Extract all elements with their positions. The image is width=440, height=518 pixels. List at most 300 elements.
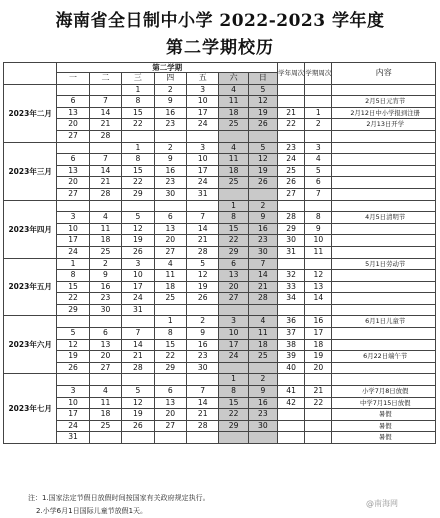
- date-cell: [154, 432, 186, 444]
- date-cell: 22: [219, 235, 248, 247]
- date-cell: 25: [154, 293, 186, 305]
- date-cell: 13: [57, 165, 89, 177]
- month-label: 2023年四月: [4, 200, 57, 258]
- date-cell: 18: [219, 107, 248, 119]
- date-cell: 14: [89, 107, 121, 119]
- school-week-cell: [278, 258, 305, 270]
- term-week-cell: [305, 432, 332, 444]
- content-cell: 2月13日开学: [332, 119, 436, 131]
- date-cell: 8: [219, 386, 248, 398]
- week-row: [4, 119, 436, 131]
- date-cell: [57, 142, 89, 154]
- week-row: [4, 154, 436, 166]
- date-cell: 28: [248, 293, 277, 305]
- week-row: [4, 351, 436, 363]
- weekday-header: 二: [89, 73, 121, 85]
- month-label: 2023年三月: [4, 142, 57, 200]
- date-cell: 20: [154, 235, 186, 247]
- date-cell: 22: [122, 119, 154, 131]
- school-week-cell: 27: [278, 188, 305, 200]
- date-cell: 29: [57, 304, 89, 316]
- date-cell: 5: [248, 84, 277, 96]
- content-cell: [332, 362, 436, 374]
- week-row: [4, 409, 436, 421]
- date-cell: 13: [154, 223, 186, 235]
- date-cell: [122, 432, 154, 444]
- week-row: [4, 246, 436, 258]
- date-cell: 13: [89, 339, 121, 351]
- note-1: 注：1.国家法定节假日放假时间按国家有关政府规定执行。: [28, 494, 210, 502]
- week-row: [4, 165, 436, 177]
- term-week-cell: [305, 420, 332, 432]
- date-cell: [248, 188, 277, 200]
- school-week-cell: [278, 304, 305, 316]
- date-cell: 10: [187, 154, 219, 166]
- term-week-cell: 20: [305, 362, 332, 374]
- date-cell: 13: [154, 397, 186, 409]
- date-cell: 17: [57, 409, 89, 421]
- term-week-cell: [305, 374, 332, 386]
- date-cell: 8: [57, 270, 89, 282]
- date-cell: 17: [219, 339, 248, 351]
- school-week-cell: [278, 432, 305, 444]
- date-cell: [89, 432, 121, 444]
- school-week-cell: 22: [278, 119, 305, 131]
- school-week-cell: 31: [278, 246, 305, 258]
- date-cell: 6: [57, 96, 89, 108]
- date-cell: 20: [154, 409, 186, 421]
- date-cell: [89, 374, 121, 386]
- date-cell: 7: [89, 96, 121, 108]
- date-cell: 2: [248, 200, 277, 212]
- content-cell: [332, 84, 436, 96]
- date-cell: 18: [154, 281, 186, 293]
- date-cell: 9: [248, 212, 277, 224]
- term-week-cell: 16: [305, 316, 332, 328]
- date-cell: 28: [187, 420, 219, 432]
- date-cell: 19: [248, 165, 277, 177]
- date-cell: [154, 130, 186, 142]
- school-week-cell: 36: [278, 316, 305, 328]
- date-cell: 14: [122, 339, 154, 351]
- date-cell: 22: [154, 351, 186, 363]
- content-cell: [332, 235, 436, 247]
- school-week-cell: 39: [278, 351, 305, 363]
- date-cell: 6: [89, 328, 121, 340]
- date-cell: 24: [187, 177, 219, 189]
- term-week-cell: 9: [305, 223, 332, 235]
- school-week-cell: 42: [278, 397, 305, 409]
- date-cell: [219, 188, 248, 200]
- school-week-cell: [278, 96, 305, 108]
- week-row: [4, 432, 436, 444]
- weekday-header: 四: [154, 73, 186, 85]
- date-cell: 26: [248, 177, 277, 189]
- date-cell: 9: [154, 96, 186, 108]
- term-week-cell: [305, 304, 332, 316]
- content-cell: [332, 200, 436, 212]
- title-line-2: 第二学期校历: [166, 38, 274, 58]
- date-cell: 17: [122, 281, 154, 293]
- watermark: @南海网: [366, 499, 398, 508]
- date-cell: 2: [154, 84, 186, 96]
- date-cell: 25: [89, 420, 121, 432]
- date-cell: 14: [89, 165, 121, 177]
- date-cell: 4: [219, 84, 248, 96]
- date-cell: [122, 316, 154, 328]
- month-label: 2023年六月: [4, 316, 57, 374]
- date-cell: 16: [187, 339, 219, 351]
- date-cell: 21: [122, 351, 154, 363]
- date-cell: 11: [248, 328, 277, 340]
- date-cell: 11: [219, 154, 248, 166]
- school-week-cell: 34: [278, 293, 305, 305]
- week-row: [4, 316, 436, 328]
- date-cell: [57, 84, 89, 96]
- school-week-cell: [278, 130, 305, 142]
- content-cell: 6月22日端午节: [332, 351, 436, 363]
- date-cell: 9: [187, 328, 219, 340]
- term-week-cell: [305, 96, 332, 108]
- date-cell: 14: [187, 397, 219, 409]
- date-cell: 29: [154, 362, 186, 374]
- date-cell: 16: [154, 107, 186, 119]
- school-week-cell: 38: [278, 339, 305, 351]
- date-cell: [154, 374, 186, 386]
- date-cell: 22: [219, 409, 248, 421]
- date-cell: 28: [89, 188, 121, 200]
- date-cell: 3: [187, 142, 219, 154]
- date-cell: 10: [57, 223, 89, 235]
- term-week-cell: 19: [305, 351, 332, 363]
- school-week-cell: 30: [278, 235, 305, 247]
- school-week-cell: [278, 420, 305, 432]
- date-cell: [219, 304, 248, 316]
- date-cell: 11: [89, 223, 121, 235]
- term-week-cell: 8: [305, 212, 332, 224]
- date-cell: [89, 142, 121, 154]
- date-cell: 18: [219, 165, 248, 177]
- date-cell: 4: [154, 258, 186, 270]
- week-row: [4, 281, 436, 293]
- date-cell: [187, 130, 219, 142]
- week-row: [4, 200, 436, 212]
- content-cell: 2月5日元宵节: [332, 96, 436, 108]
- school-week-cell: 21: [278, 107, 305, 119]
- date-cell: [187, 374, 219, 386]
- date-cell: [219, 362, 248, 374]
- week-row: [4, 339, 436, 351]
- title-line-1: 海南省全日制中小学 2022-2023 学年度: [55, 11, 385, 31]
- date-cell: [187, 432, 219, 444]
- term-week-cell: 17: [305, 328, 332, 340]
- content-cell: [332, 165, 436, 177]
- date-cell: 2: [89, 258, 121, 270]
- date-cell: 29: [219, 246, 248, 258]
- term-week-cell: 2: [305, 119, 332, 131]
- date-cell: [187, 200, 219, 212]
- content-cell: 5月1日劳动节: [332, 258, 436, 270]
- date-cell: 15: [154, 339, 186, 351]
- week-row: [4, 142, 436, 154]
- school-week-cell: 26: [278, 177, 305, 189]
- date-cell: [248, 130, 277, 142]
- date-cell: 8: [154, 328, 186, 340]
- school-week-cell: [278, 374, 305, 386]
- date-cell: 30: [248, 420, 277, 432]
- week-row: [4, 397, 436, 409]
- week-row: [4, 107, 436, 119]
- date-cell: 9: [89, 270, 121, 282]
- date-cell: [219, 130, 248, 142]
- term-week-cell: [305, 130, 332, 142]
- content-cell: 暑假: [332, 420, 436, 432]
- date-cell: 10: [187, 96, 219, 108]
- date-cell: 16: [154, 165, 186, 177]
- term-week-cell: [305, 409, 332, 421]
- date-cell: 10: [57, 397, 89, 409]
- content-cell: [332, 188, 436, 200]
- date-cell: 25: [219, 177, 248, 189]
- date-cell: 30: [89, 304, 121, 316]
- date-cell: 27: [57, 188, 89, 200]
- date-cell: 14: [187, 223, 219, 235]
- term-week-cell: [305, 84, 332, 96]
- date-cell: 31: [57, 432, 89, 444]
- date-cell: 12: [57, 339, 89, 351]
- school-week-cell: 41: [278, 386, 305, 398]
- date-cell: 11: [89, 397, 121, 409]
- date-cell: 31: [187, 188, 219, 200]
- date-cell: 19: [187, 281, 219, 293]
- date-cell: 3: [57, 212, 89, 224]
- content-cell: [332, 339, 436, 351]
- date-cell: 15: [219, 223, 248, 235]
- weekday-header: 五: [187, 73, 219, 85]
- date-cell: 1: [154, 316, 186, 328]
- date-cell: 8: [219, 212, 248, 224]
- date-cell: 17: [57, 235, 89, 247]
- month-label: 2023年二月: [4, 84, 57, 142]
- date-cell: [89, 200, 121, 212]
- date-cell: 5: [187, 258, 219, 270]
- date-cell: 2: [187, 316, 219, 328]
- date-cell: 24: [57, 420, 89, 432]
- date-cell: [57, 316, 89, 328]
- date-cell: 25: [248, 351, 277, 363]
- date-cell: 15: [219, 397, 248, 409]
- term-week-cell: 10: [305, 235, 332, 247]
- date-cell: 2: [154, 142, 186, 154]
- date-cell: 19: [122, 235, 154, 247]
- date-cell: 1: [57, 258, 89, 270]
- date-cell: 29: [122, 188, 154, 200]
- date-cell: 26: [187, 293, 219, 305]
- term-week-cell: 5: [305, 165, 332, 177]
- date-cell: 26: [57, 362, 89, 374]
- content-cell: 小学7月8日放假: [332, 386, 436, 398]
- date-cell: 5: [122, 212, 154, 224]
- date-cell: 23: [89, 293, 121, 305]
- content-cell: [332, 304, 436, 316]
- date-cell: 22: [122, 177, 154, 189]
- week-row: [4, 328, 436, 340]
- date-cell: 15: [122, 165, 154, 177]
- date-cell: 20: [57, 119, 89, 131]
- date-cell: 11: [154, 270, 186, 282]
- week-row: [4, 96, 436, 108]
- date-cell: 16: [248, 397, 277, 409]
- date-cell: 16: [89, 281, 121, 293]
- date-cell: [187, 304, 219, 316]
- date-cell: 14: [248, 270, 277, 282]
- school-week-cell: [278, 200, 305, 212]
- date-cell: 12: [248, 154, 277, 166]
- date-cell: 24: [219, 351, 248, 363]
- date-cell: 16: [248, 223, 277, 235]
- term-week-cell: 12: [305, 270, 332, 282]
- term-week-cell: 22: [305, 397, 332, 409]
- month-header: [4, 63, 57, 85]
- date-cell: [57, 200, 89, 212]
- content-cell: [332, 154, 436, 166]
- content-cell: [332, 293, 436, 305]
- date-cell: [248, 304, 277, 316]
- date-cell: 27: [154, 246, 186, 258]
- date-cell: 12: [122, 223, 154, 235]
- date-cell: 23: [154, 177, 186, 189]
- week-row: [4, 270, 436, 282]
- week-row: [4, 177, 436, 189]
- weekday-header: 日: [248, 73, 277, 85]
- week-row: [4, 258, 436, 270]
- date-cell: 4: [89, 386, 121, 398]
- content-cell: [332, 246, 436, 258]
- content-cell: 6月1日儿童节: [332, 316, 436, 328]
- week-row: [4, 362, 436, 374]
- school-week-cell: 33: [278, 281, 305, 293]
- date-cell: 28: [187, 246, 219, 258]
- term-week-cell: [305, 258, 332, 270]
- content-cell: 暑假: [332, 409, 436, 421]
- date-cell: [122, 200, 154, 212]
- date-cell: [89, 316, 121, 328]
- date-cell: 4: [248, 316, 277, 328]
- date-cell: 23: [154, 119, 186, 131]
- content-cell: [332, 177, 436, 189]
- weekday-header: 六: [219, 73, 248, 85]
- month-label: 2023年七月: [4, 374, 57, 444]
- date-cell: 21: [187, 409, 219, 421]
- term-week-cell: 18: [305, 339, 332, 351]
- date-cell: 31: [122, 304, 154, 316]
- term-week-cell: 13: [305, 281, 332, 293]
- date-cell: 1: [122, 142, 154, 154]
- date-cell: 9: [248, 386, 277, 398]
- week-row: [4, 293, 436, 305]
- date-cell: 5: [248, 142, 277, 154]
- date-cell: 29: [219, 420, 248, 432]
- term-week-cell: [305, 200, 332, 212]
- date-cell: 6: [219, 258, 248, 270]
- date-cell: [154, 200, 186, 212]
- content-cell: 中学7月15日放假: [332, 397, 436, 409]
- date-cell: 7: [187, 386, 219, 398]
- date-cell: 26: [122, 420, 154, 432]
- date-cell: 21: [187, 235, 219, 247]
- content-cell: [332, 130, 436, 142]
- school-week-cell: [278, 409, 305, 421]
- date-cell: 8: [122, 154, 154, 166]
- school-week-header: 学年周次: [278, 63, 305, 85]
- date-cell: 25: [219, 119, 248, 131]
- content-cell: 4月5日清明节: [332, 212, 436, 224]
- semester-header: 第二学期: [57, 63, 278, 73]
- date-cell: 25: [89, 246, 121, 258]
- date-cell: 20: [57, 177, 89, 189]
- date-cell: 17: [187, 165, 219, 177]
- term-week-cell: 4: [305, 154, 332, 166]
- date-cell: 24: [122, 293, 154, 305]
- date-cell: 24: [187, 119, 219, 131]
- school-calendar-table: [3, 62, 436, 444]
- date-cell: 27: [57, 130, 89, 142]
- date-cell: 27: [89, 362, 121, 374]
- date-cell: 18: [248, 339, 277, 351]
- date-cell: 21: [89, 177, 121, 189]
- date-cell: 3: [122, 258, 154, 270]
- date-cell: 1: [122, 84, 154, 96]
- content-cell: [332, 328, 436, 340]
- date-cell: 12: [248, 96, 277, 108]
- week-row: [4, 235, 436, 247]
- week-row: [4, 304, 436, 316]
- school-week-cell: 29: [278, 223, 305, 235]
- date-cell: 7: [187, 212, 219, 224]
- date-cell: 4: [219, 142, 248, 154]
- date-cell: 27: [219, 293, 248, 305]
- date-cell: 13: [57, 107, 89, 119]
- term-week-cell: 14: [305, 293, 332, 305]
- week-row: [4, 420, 436, 432]
- date-cell: 1: [219, 200, 248, 212]
- date-cell: 26: [248, 119, 277, 131]
- date-cell: 8: [122, 96, 154, 108]
- term-week-cell: 6: [305, 177, 332, 189]
- term-week-cell: 3: [305, 142, 332, 154]
- content-cell: 2月12日中小学报到注册: [332, 107, 436, 119]
- date-cell: 15: [57, 281, 89, 293]
- date-cell: 30: [154, 188, 186, 200]
- date-cell: 5: [122, 386, 154, 398]
- date-cell: 17: [187, 107, 219, 119]
- date-cell: 6: [57, 154, 89, 166]
- week-row: [4, 84, 436, 96]
- date-cell: 10: [219, 328, 248, 340]
- date-cell: [219, 432, 248, 444]
- date-cell: 19: [248, 107, 277, 119]
- date-cell: 19: [122, 409, 154, 421]
- note-2: 2.小学6月1日国际儿童节放假1天。: [36, 507, 148, 515]
- date-cell: 20: [219, 281, 248, 293]
- calendar-body: [4, 84, 436, 443]
- date-cell: 20: [89, 351, 121, 363]
- date-cell: 30: [248, 246, 277, 258]
- date-cell: 28: [89, 130, 121, 142]
- school-week-cell: 25: [278, 165, 305, 177]
- weekday-header: 一: [57, 73, 89, 85]
- week-row: [4, 130, 436, 142]
